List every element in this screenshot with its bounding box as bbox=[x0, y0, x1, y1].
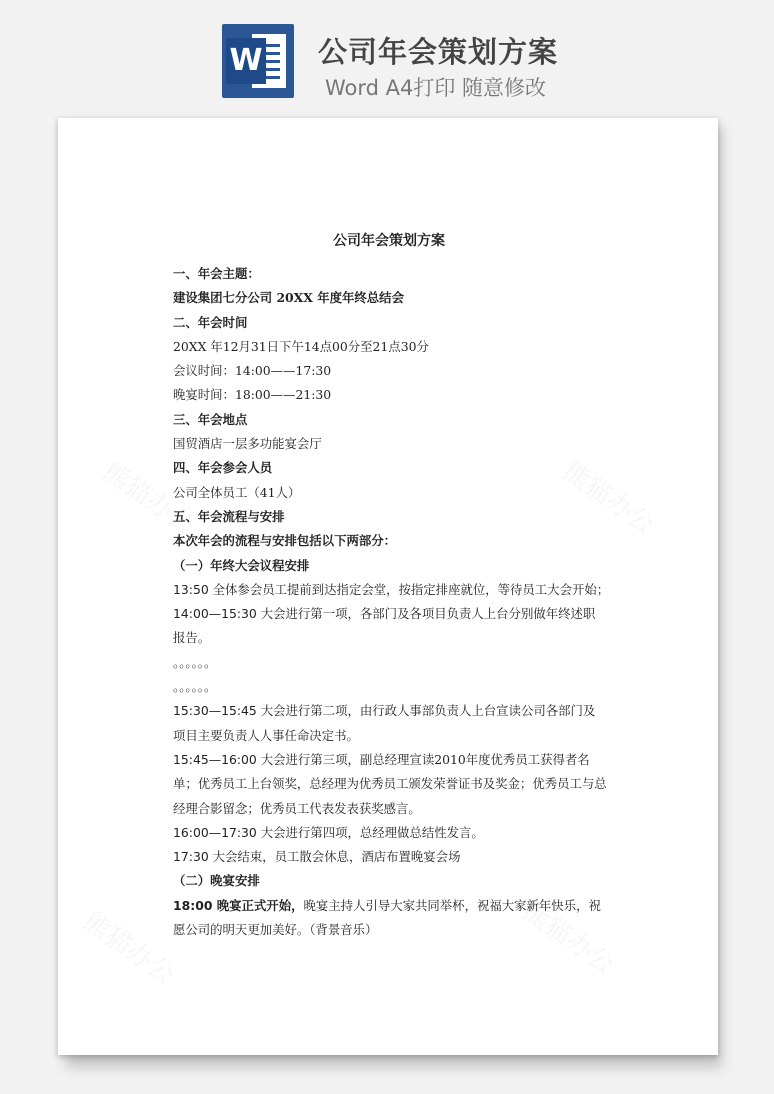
line-text: 建设集团七分公司 20XX 年度年终总结会 bbox=[173, 290, 404, 306]
word-icon-letter: W bbox=[226, 38, 266, 84]
document-line bbox=[173, 456, 605, 480]
document-line bbox=[173, 481, 605, 505]
line-text: 二、年会时间 bbox=[173, 314, 248, 330]
line-text: 报告。 bbox=[173, 630, 211, 646]
time-label: 13:50 bbox=[173, 581, 213, 597]
document-line bbox=[173, 383, 605, 407]
document-line bbox=[173, 845, 605, 869]
line-text: （一）年终大会议程安排 bbox=[173, 557, 310, 573]
line-text: 四、年会参会人员 bbox=[173, 460, 273, 476]
document-line bbox=[173, 505, 605, 529]
line-text: 五、年会流程与安排 bbox=[173, 508, 285, 524]
time-label: 16:00—17:30 bbox=[173, 824, 261, 840]
document-line bbox=[173, 432, 605, 456]
document-line bbox=[173, 359, 605, 383]
bold-phrase: 晚宴正式开始， bbox=[216, 897, 304, 913]
document-line bbox=[173, 772, 605, 796]
page-title: 公司年会策划方案 bbox=[318, 35, 559, 69]
document-line bbox=[173, 675, 605, 699]
line-text: 20XX 年12月31日下午14点00分至21点30分 bbox=[173, 338, 429, 354]
document-line bbox=[173, 699, 605, 723]
line-text: 一、年会主题： bbox=[173, 266, 260, 281]
document-line bbox=[173, 626, 605, 650]
document-line bbox=[173, 894, 605, 918]
document-title: 公司年会策划方案 bbox=[333, 233, 445, 249]
line-text: 大会进行第二项，由行政人事部负责人上台宣读公司各部门及 bbox=[260, 703, 596, 719]
line-text: 单；优秀员工上台领奖，总经理为优秀员工颁发荣誉证书及奖金；优秀员工与总 bbox=[173, 776, 607, 792]
document-line bbox=[173, 335, 605, 359]
document-line bbox=[173, 262, 605, 286]
time-label: 15:30—15:45 bbox=[173, 703, 261, 719]
watermark: 熊猫办公 bbox=[77, 906, 180, 991]
watermark: 熊猫办公 bbox=[97, 456, 200, 541]
line-text: 晚宴时间：18:00——21:30 bbox=[173, 387, 332, 403]
page-subtitle: Word A4打印 随意修改 bbox=[325, 76, 547, 100]
line-text: 经理合影留念；优秀员工代表发表获奖感言。 bbox=[173, 800, 421, 816]
line-text: 公司全体员工（41人） bbox=[173, 484, 301, 500]
word-icon bbox=[222, 24, 294, 98]
document-line bbox=[173, 821, 605, 845]
line-text: （二）晚宴安排 bbox=[173, 873, 260, 889]
line-text: 大会进行第三项，副总经理宣读2010年度优秀员工获得者名 bbox=[260, 751, 590, 767]
line-text: 大会进行第四项，总经理做总结性发言。 bbox=[260, 824, 484, 840]
document-line bbox=[173, 311, 605, 335]
line-text: 晚宴主持人引导大家共同举杯，祝福大家新年快乐，祝 bbox=[303, 897, 601, 913]
document-line bbox=[173, 869, 605, 893]
document-line bbox=[173, 578, 610, 602]
line-text: 大会结束，员工散会休息，酒店布置晚宴会场 bbox=[212, 849, 461, 865]
watermark: 熊猫办公 bbox=[517, 896, 620, 981]
document-line bbox=[173, 286, 605, 310]
line-text: 。。。。。。 bbox=[173, 654, 217, 670]
document-line bbox=[173, 408, 605, 432]
line-text: 全体参会员工提前到达指定会堂，按指定排座就位，等待员工大会开始； bbox=[212, 581, 610, 597]
document-line bbox=[173, 918, 605, 942]
watermark: 熊猫办公 bbox=[557, 456, 660, 541]
document-line bbox=[173, 602, 605, 626]
time-label: 15:45—16:00 bbox=[173, 751, 261, 767]
document-line bbox=[173, 651, 605, 675]
document-line bbox=[173, 529, 605, 553]
line-text: 国贸酒店一层多功能宴会厅 bbox=[173, 436, 322, 452]
time-label: 17:30 bbox=[173, 849, 213, 865]
line-text: 项目主要负责人人事任命决定书。 bbox=[173, 727, 359, 743]
line-text: 会议时间：14:00——17:30 bbox=[173, 363, 332, 379]
line-text: 本次年会的流程与安排包括以下两部分： bbox=[173, 533, 397, 549]
document-line bbox=[173, 724, 605, 748]
line-text: 。。。。。。 bbox=[173, 679, 217, 695]
line-text: 大会进行第一项，各部门及各项目负责人上台分别做年终述职 bbox=[260, 606, 596, 622]
document-line bbox=[173, 797, 605, 821]
document-line bbox=[173, 554, 605, 578]
line-text: 三、年会地点 bbox=[173, 411, 248, 427]
time-label: 14:00—15:30 bbox=[173, 606, 261, 622]
header bbox=[0, 0, 774, 110]
line-text: 愿公司的明天更加美好。（背景音乐） bbox=[173, 922, 378, 938]
document-line bbox=[173, 748, 605, 772]
time-label: 18:00 bbox=[173, 897, 217, 913]
